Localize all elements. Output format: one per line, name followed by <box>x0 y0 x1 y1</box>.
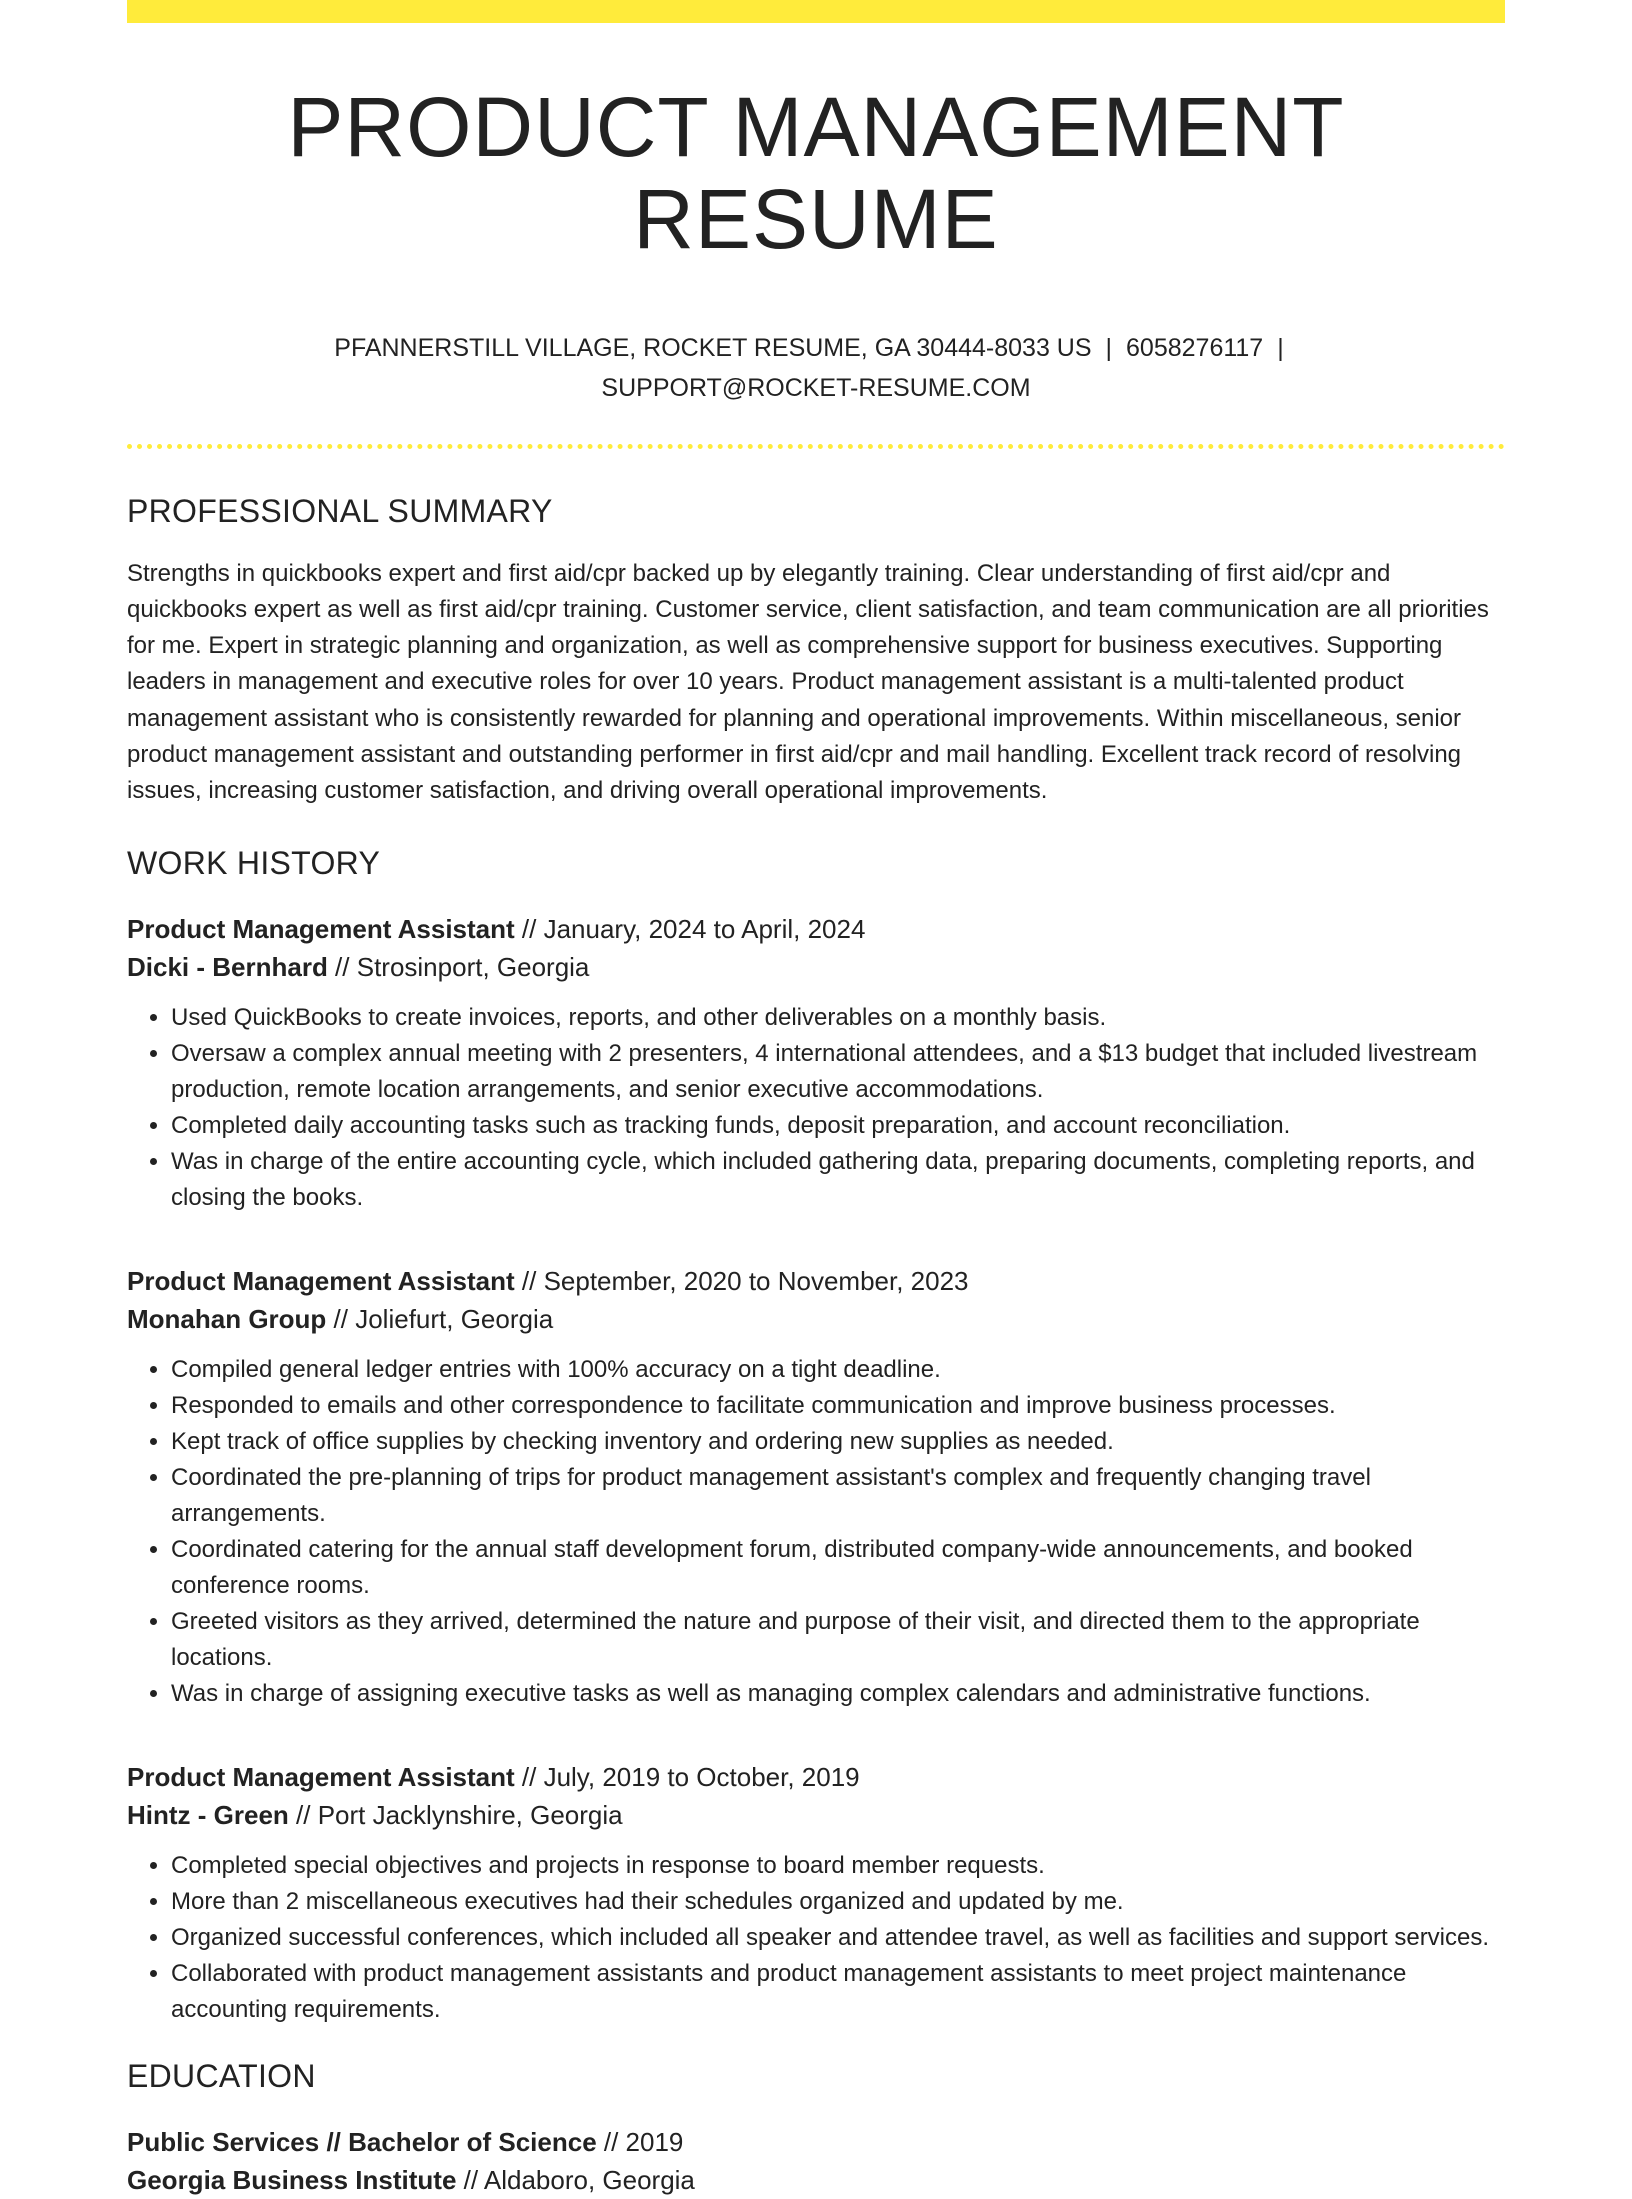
bullet-item: • Was in charge of the entire accounting cycle, which included gathering data, preparing documents, completing reports, and closing the books. <box>171 1144 1505 1216</box>
separator: | <box>1277 333 1284 362</box>
job-company-line <box>127 948 1505 986</box>
school-line <box>127 2161 1505 2199</box>
school-name: Georgia Business Institute <box>127 2165 457 2196</box>
bullet-item: • Responded to emails and other correspondence to facilitate communication and improve business processes. <box>171 1388 1505 1424</box>
job-title-line <box>127 1758 1505 1796</box>
education-entry <box>127 2123 1505 2199</box>
contact-info <box>316 328 1316 408</box>
bullet-item: • Completed daily accounting tasks such as tracking funds, deposit preparation, and account reconciliation. <box>171 1108 1505 1144</box>
job-title: Product Management Assistant <box>127 1266 515 1297</box>
bullet-item: • Greeted visitors as they arrived, determined the nature and purpose of their visit, and directed them to the appropriate locations. <box>171 1604 1505 1676</box>
bullet-item: • Compiled general ledger entries with 100% accuracy on a tight deadline. <box>171 1352 1505 1388</box>
work-history-heading: WORK HISTORY <box>127 845 381 882</box>
bullet-item: • Oversaw a complex annual meeting with 2 presenters, 4 international attendees, and a $13 budget that included livestream production, remote location arrangements, and senior executive accommodations. <box>171 1036 1505 1108</box>
summary-heading: PROFESSIONAL SUMMARY <box>127 492 553 529</box>
email: SUPPORT@ROCKET-RESUME.COM <box>601 373 1031 402</box>
job-entry <box>127 910 1505 1216</box>
job-company-line <box>127 1796 1505 1834</box>
job-bullets <box>127 1848 1505 2028</box>
job-bullets <box>127 1000 1505 1216</box>
degree-line <box>127 2123 1505 2161</box>
separator: | <box>1105 333 1113 362</box>
company-location: // Strosinport, Georgia <box>327 952 590 983</box>
school-location: // Aldaboro, Georgia <box>456 2165 695 2196</box>
job-title-line <box>127 910 1505 948</box>
job-bullets <box>127 1352 1505 1712</box>
job-title: Product Management Assistant <box>127 914 515 945</box>
education-heading: EDUCATION <box>127 2058 316 2095</box>
job-dates: // July, 2019 to October, 2019 <box>514 1762 860 1793</box>
degree: Public Services // Bachelor of Science <box>127 2127 597 2158</box>
resume-page <box>127 0 1505 2199</box>
company-location: // Port Jacklynshire, Georgia <box>288 1800 623 1831</box>
address: PFANNERSTILL VILLAGE, ROCKET RESUME, GA 30444-8033 US <box>334 333 1092 362</box>
bullet-item: • Organized successful conferences, which included all speaker and attendee travel, as well as facilities and support services. <box>171 1920 1505 1956</box>
bullet-item: • Used QuickBooks to create invoices, reports, and other deliverables on a monthly basis. <box>171 1000 1505 1036</box>
company-name: Dicki - Bernhard <box>127 952 328 983</box>
bullet-item: • Coordinated the pre-planning of trips for product management assistant's complex and frequently changing travel arrangements. <box>171 1460 1505 1532</box>
company-name: Hintz - Green <box>127 1800 289 1831</box>
bullet-item: • Kept track of office supplies by checking inventory and ordering new supplies as needed. <box>171 1424 1505 1460</box>
resume-title: PRODUCT MANAGEMENT RESUME <box>287 80 1345 267</box>
job-company-line <box>127 1300 1505 1338</box>
graduation-year: // 2019 <box>596 2127 684 2158</box>
job-entry <box>127 1262 1505 1712</box>
summary-text: Strengths in quickbooks expert and first aid/cpr backed up by elegantly training. Clear understanding of first aid/cpr and quickbooks expert as well as first aid/cpr training. Customer service, client satisfaction, and team communication are all priorities for me. Expert in strategic planning and organization, as well as comprehensive support for business executives. Supporting leaders in management and executive roles for over 10 years. Product management assistant is a multi-talented product management assistant who is consistently rewarded for planning and operational improvements. Within miscellaneous, senior product management assistant and outstanding performer in first aid/cpr and mail handling. Excellent track record of resolving issues, increasing customer satisfaction, and driving overall operational improvements. <box>127 559 1489 804</box>
company-name: Monahan Group <box>127 1304 327 1335</box>
bullet-item: • Completed special objectives and projects in response to board member requests. <box>171 1848 1505 1884</box>
top-accent-bar <box>127 0 1505 23</box>
job-title-line <box>127 1262 1505 1300</box>
bullet-item: • Collaborated with product management assistants and product management assistants to meet project maintenance accounting requirements. <box>171 1956 1505 2028</box>
job-title: Product Management Assistant <box>127 1762 515 1793</box>
job-entry <box>127 1758 1505 2028</box>
company-location: // Joliefurt, Georgia <box>326 1304 554 1335</box>
phone: 6058276117 <box>1126 333 1264 362</box>
bullet-item: • Coordinated catering for the annual staff development forum, distributed company-wide announcements, and booked conference rooms. <box>171 1532 1505 1604</box>
job-dates: // September, 2020 to November, 2023 <box>514 1266 969 1297</box>
bullet-item: • Was in charge of assigning executive tasks as well as managing complex calendars and administrative functions. <box>171 1676 1505 1712</box>
dotted-divider <box>127 444 1505 449</box>
job-dates: // January, 2024 to April, 2024 <box>514 914 866 945</box>
bullet-item: • More than 2 miscellaneous executives had their schedules organized and updated by me. <box>171 1884 1505 1920</box>
